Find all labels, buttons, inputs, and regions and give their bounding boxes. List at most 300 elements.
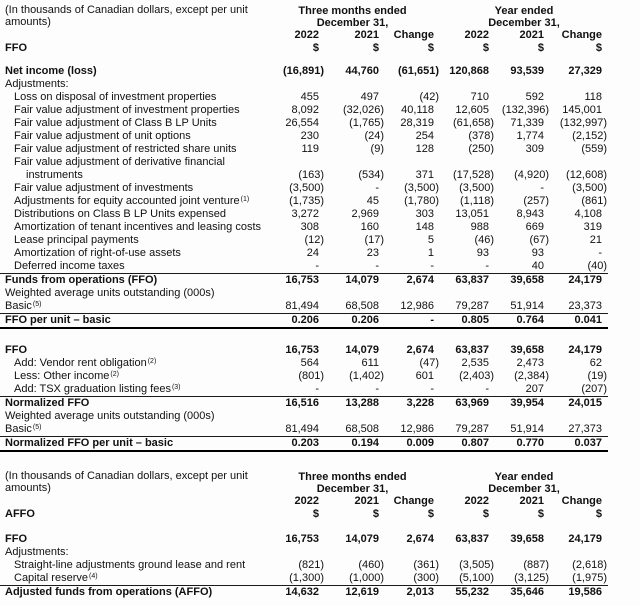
footnote-ref: (4) bbox=[88, 573, 98, 580]
cell-value: 79,287 bbox=[440, 300, 495, 314]
empty-cell bbox=[0, 495, 265, 508]
table-row bbox=[0, 65, 608, 78]
year-header: 2022 bbox=[294, 29, 319, 41]
currency-symbol: $ bbox=[537, 508, 544, 520]
cell-value: (67) bbox=[529, 234, 549, 246]
cell-value: 39,658 bbox=[510, 533, 544, 545]
cell-value: 63,837 bbox=[455, 533, 489, 545]
currency-symbol: $ bbox=[312, 42, 319, 54]
cell-value: 0.764 bbox=[495, 314, 550, 329]
year-header-row bbox=[0, 495, 608, 508]
table-row bbox=[0, 247, 608, 260]
year-header: Change bbox=[561, 495, 603, 507]
cell-value: 19,586 bbox=[568, 586, 603, 598]
cell-value bbox=[325, 78, 385, 91]
cell-value: 27,373 bbox=[550, 423, 608, 437]
cell-value: (207) bbox=[550, 383, 608, 397]
group-line2: December 31, bbox=[488, 483, 560, 495]
cell-value: - bbox=[265, 260, 325, 274]
cell-value bbox=[325, 156, 385, 169]
cell-value: (460) bbox=[358, 559, 384, 571]
table-row bbox=[0, 143, 608, 156]
year-header: 2021 bbox=[519, 495, 544, 507]
cell-value bbox=[325, 546, 385, 559]
row-label: Amortization of right-of-use assets bbox=[14, 247, 181, 259]
cell-value: 0.041 bbox=[550, 314, 608, 329]
cell-value: (257) bbox=[523, 195, 549, 207]
cell-value bbox=[385, 410, 440, 423]
table-row bbox=[0, 572, 608, 586]
cell-value: (3,500) bbox=[459, 182, 494, 194]
cell-value: 120,868 bbox=[449, 65, 489, 77]
group-line2: December 31, bbox=[488, 17, 560, 29]
cell-value: 39,658 bbox=[510, 274, 544, 286]
currency-symbol: $ bbox=[427, 42, 434, 54]
cell-value: (40) bbox=[550, 260, 608, 274]
table-row bbox=[0, 370, 608, 383]
col-group-three-months bbox=[265, 470, 440, 495]
row-label: Adjustments: bbox=[5, 546, 69, 558]
cell-value: (16,891) bbox=[283, 65, 324, 77]
cell-value: 0.206 bbox=[325, 314, 385, 329]
cell-value: (559) bbox=[581, 143, 608, 155]
cell-value: (3,500) bbox=[404, 182, 439, 194]
cell-value: (132,396) bbox=[501, 104, 549, 116]
cell-value: 0.805 bbox=[440, 314, 495, 329]
cell-value: (47) bbox=[419, 357, 439, 369]
cell-value: (3,125) bbox=[495, 572, 550, 586]
table-row bbox=[0, 130, 608, 143]
cell-value: (300) bbox=[385, 572, 440, 586]
cell-value: (9) bbox=[370, 143, 384, 155]
cell-value: 16,753 bbox=[285, 274, 319, 286]
table-row bbox=[0, 383, 608, 397]
cell-value: 68,508 bbox=[325, 423, 385, 437]
cell-value: - bbox=[385, 260, 440, 274]
footnote-ref: (2) bbox=[147, 358, 157, 365]
spacer bbox=[0, 55, 608, 65]
cell-value: (17,528) bbox=[453, 169, 494, 181]
row-label: Adjustments for equity accounted joint venture$^{(1)}$ bbox=[14, 195, 250, 207]
cell-value: - bbox=[440, 260, 495, 274]
cell-value: 308 bbox=[300, 221, 319, 233]
year-header: 2022 bbox=[464, 29, 489, 41]
cell-value: 16,753 bbox=[285, 344, 319, 356]
cell-value: 62 bbox=[589, 357, 603, 369]
cell-value bbox=[325, 287, 385, 300]
currency-symbol: $ bbox=[537, 42, 544, 54]
row-label: Lease principal payments bbox=[14, 234, 139, 246]
row-label: Funds from operations (FFO) bbox=[5, 274, 158, 286]
row-label: Distributions on Class B LP Units expensed bbox=[14, 208, 226, 220]
cell-value: 601 bbox=[415, 370, 434, 382]
cell-value bbox=[265, 78, 325, 91]
cell-value: - bbox=[325, 383, 385, 397]
cell-value: 24 bbox=[306, 247, 319, 259]
cell-value: 0.770 bbox=[495, 437, 550, 452]
group-line1: Year ended bbox=[494, 5, 554, 17]
cell-value bbox=[385, 287, 440, 300]
cell-value: 128 bbox=[415, 143, 434, 155]
row-label: Basic$^{(5)}$ bbox=[0, 300, 265, 314]
cell-value: (1,402) bbox=[349, 370, 384, 382]
affo-table bbox=[0, 470, 608, 599]
table-row bbox=[0, 287, 608, 300]
year-header: 2021 bbox=[354, 29, 379, 41]
cell-value bbox=[550, 410, 608, 423]
col-group-year-ended bbox=[440, 4, 608, 29]
cell-value: (61,651) bbox=[398, 65, 439, 77]
cell-value: (2,618) bbox=[572, 559, 608, 571]
cell-value: (3,500) bbox=[572, 182, 608, 194]
cell-value bbox=[495, 78, 550, 91]
unit-note: (In thousands of Canadian dollars, except per unit amounts) bbox=[5, 4, 248, 28]
row-label: Weighted average units outstanding (000s) bbox=[5, 287, 215, 299]
cell-value: 40,118 bbox=[401, 104, 434, 116]
cell-value bbox=[495, 156, 550, 169]
cell-value: 12,619 bbox=[345, 586, 379, 598]
table-row bbox=[0, 78, 608, 91]
group-line1: Three months ended bbox=[298, 471, 407, 483]
table-row bbox=[0, 357, 608, 370]
cell-value: (361) bbox=[413, 559, 439, 571]
year-header: 2021 bbox=[519, 29, 544, 41]
row-label: FFO bbox=[5, 344, 27, 356]
cell-value: (861) bbox=[581, 195, 608, 207]
year-header: 2021 bbox=[354, 495, 379, 507]
cell-value: 5 bbox=[427, 234, 434, 246]
cell-value: 81,494 bbox=[265, 300, 325, 314]
table-row bbox=[0, 182, 608, 195]
row-label: Fair value adjustment of Class B LP Units bbox=[14, 117, 217, 129]
cell-value: 39,658 bbox=[510, 344, 544, 356]
cell-value bbox=[325, 410, 385, 423]
currency-symbol: $ bbox=[372, 508, 379, 520]
section-label-affo: AFFO bbox=[5, 508, 35, 520]
cell-value bbox=[440, 410, 495, 423]
group-line2: December 31, bbox=[316, 17, 389, 29]
cell-value: (163) bbox=[298, 169, 324, 181]
cell-value: 12,605 bbox=[455, 104, 489, 116]
cell-value bbox=[440, 287, 495, 300]
cell-value bbox=[495, 287, 550, 300]
affo-table-body bbox=[0, 521, 608, 599]
table-row bbox=[0, 397, 608, 411]
cell-value bbox=[550, 78, 608, 91]
header-group-row bbox=[0, 4, 608, 29]
cell-value: (2,384) bbox=[514, 370, 549, 382]
row-label: Deferred income taxes bbox=[0, 260, 265, 274]
cell-value: (12,608) bbox=[566, 169, 608, 181]
cell-value bbox=[265, 410, 325, 423]
cell-value: 0.807 bbox=[440, 437, 495, 452]
table-row bbox=[0, 559, 608, 572]
cell-value bbox=[265, 546, 325, 559]
cell-value: 1,774 bbox=[516, 130, 544, 142]
cell-value: 14,079 bbox=[345, 533, 379, 545]
ffo-table bbox=[0, 4, 608, 452]
cell-value: (5,100) bbox=[440, 572, 495, 586]
cell-value: 55,232 bbox=[455, 586, 489, 598]
table-row bbox=[0, 156, 608, 169]
cell-value: 148 bbox=[415, 221, 434, 233]
cell-value: (24) bbox=[364, 130, 384, 142]
cell-value: 0.037 bbox=[550, 437, 608, 452]
cell-value: 1 bbox=[427, 247, 434, 259]
section-label-ffo: FFO bbox=[5, 42, 27, 54]
row-label: Fair value adjustment of unit options bbox=[14, 130, 191, 142]
cell-value: (61,658) bbox=[453, 117, 494, 129]
cell-value: 24,179 bbox=[568, 344, 603, 356]
cell-value: 592 bbox=[525, 91, 544, 103]
cell-value bbox=[440, 156, 495, 169]
cell-value: 14,079 bbox=[345, 344, 379, 356]
cell-value: - bbox=[598, 247, 603, 259]
cell-value: (42) bbox=[419, 91, 439, 103]
table-row bbox=[0, 221, 608, 234]
row-label: Fair value adjustment of investment properties bbox=[14, 104, 240, 116]
cell-value: 710 bbox=[470, 91, 489, 103]
cell-value: - bbox=[265, 383, 325, 397]
cell-value: (250) bbox=[468, 143, 494, 155]
table-row bbox=[0, 260, 608, 274]
cell-value: 16,753 bbox=[285, 533, 319, 545]
cell-value: 93 bbox=[476, 247, 489, 259]
cell-value: - bbox=[375, 182, 379, 194]
cell-value bbox=[265, 287, 325, 300]
cell-value: (46) bbox=[474, 234, 494, 246]
footnote-ref: (3) bbox=[171, 384, 181, 391]
row-label: Add: TSX graduation listing fees$^{(3)}$ bbox=[0, 383, 265, 397]
cell-value: 8,092 bbox=[291, 104, 319, 116]
cell-value bbox=[550, 287, 608, 300]
cell-value: - bbox=[385, 383, 440, 397]
cell-value bbox=[385, 546, 440, 559]
currency-row bbox=[0, 508, 608, 521]
cell-value: 28,319 bbox=[400, 117, 434, 129]
currency-symbol: $ bbox=[312, 508, 319, 520]
row-label: Capital reserve$^{(4)}$ bbox=[0, 572, 265, 586]
cell-value: (3,500) bbox=[289, 182, 324, 194]
cell-value: 207 bbox=[495, 383, 550, 397]
footnote-ref: (2) bbox=[110, 371, 119, 378]
cell-value: 160 bbox=[360, 221, 379, 233]
table-row bbox=[0, 274, 608, 288]
row-label: Fair value adjustment of derivative financial bbox=[14, 156, 225, 168]
row-label: Normalized FFO per unit – basic bbox=[0, 437, 265, 452]
currency-symbol: $ bbox=[482, 508, 489, 520]
year-header: 2022 bbox=[294, 495, 319, 507]
table-row bbox=[0, 195, 608, 208]
cell-value: (17) bbox=[364, 234, 384, 246]
cell-value: 497 bbox=[360, 91, 379, 103]
cell-value: (19) bbox=[587, 370, 608, 382]
table-row bbox=[0, 117, 608, 130]
row-label: Normalized FFO bbox=[5, 397, 90, 409]
table-row bbox=[0, 423, 608, 437]
cell-value: 68,508 bbox=[325, 300, 385, 314]
ffo-table-body bbox=[0, 55, 608, 451]
cell-value: 0.203 bbox=[265, 437, 325, 452]
cell-value: (32,026) bbox=[343, 104, 384, 116]
footnote-ref: (1) bbox=[240, 196, 250, 203]
empty-cell bbox=[0, 29, 265, 42]
cell-value: (1,735) bbox=[289, 195, 324, 207]
table-row bbox=[0, 546, 608, 559]
table-row bbox=[0, 533, 608, 546]
row-label: Add: Vendor rent obligation$^{(2)}$ bbox=[14, 357, 157, 369]
cell-value: 564 bbox=[300, 357, 319, 369]
cell-value: 35,646 bbox=[510, 586, 544, 598]
cell-value: 119 bbox=[301, 143, 319, 155]
row-label: Loss on disposal of investment properties bbox=[14, 91, 217, 103]
cell-value: 63,969 bbox=[455, 397, 489, 409]
cell-value: (1,118) bbox=[459, 195, 494, 207]
row-label: Weighted average units outstanding (000s) bbox=[5, 410, 215, 422]
cell-value: 145,001 bbox=[562, 104, 603, 116]
cell-value bbox=[440, 78, 495, 91]
table-row bbox=[0, 91, 608, 104]
cell-value bbox=[495, 410, 550, 423]
table-row bbox=[0, 208, 608, 221]
spacer-row bbox=[0, 521, 608, 533]
cell-value: (132,997) bbox=[559, 117, 608, 129]
cell-value: 63,837 bbox=[455, 274, 489, 286]
row-label: Adjusted funds from operations (AFFO) bbox=[5, 586, 213, 598]
cell-value bbox=[495, 546, 550, 559]
cell-value: 4,108 bbox=[574, 208, 603, 220]
cell-value: 40 bbox=[495, 260, 550, 274]
cell-value: 3,272 bbox=[291, 208, 319, 220]
cell-value: 2,473 bbox=[516, 357, 544, 369]
row-label: Less: Other income$^{(2)}$ bbox=[14, 370, 119, 382]
cell-value: (821) bbox=[298, 559, 324, 571]
spacer bbox=[0, 328, 608, 344]
unit-note: (In thousands of Canadian dollars, except per unit amounts) bbox=[5, 470, 248, 494]
footnote-ref: (5) bbox=[32, 301, 42, 308]
cell-value: 319 bbox=[583, 221, 603, 233]
cell-value bbox=[265, 156, 325, 169]
cell-value: (534) bbox=[358, 169, 384, 181]
cell-value: 3,228 bbox=[406, 397, 434, 409]
currency-symbol: $ bbox=[427, 508, 434, 520]
cell-value: (1,765) bbox=[349, 117, 384, 129]
cell-value: - bbox=[385, 314, 440, 329]
cell-value: 669 bbox=[525, 221, 544, 233]
cell-value: 2,674 bbox=[406, 533, 434, 545]
cell-value: 16,516 bbox=[285, 397, 319, 409]
table-row bbox=[0, 410, 608, 423]
cell-value: 23,373 bbox=[550, 300, 608, 314]
cell-value: 12,986 bbox=[385, 423, 440, 437]
cell-value: 303 bbox=[415, 208, 434, 220]
year-header: Change bbox=[561, 29, 603, 41]
row-label: Amortization of tenant incentives and leasing costs bbox=[14, 221, 262, 233]
cell-value: 118 bbox=[584, 91, 603, 103]
cell-value bbox=[440, 546, 495, 559]
table-row bbox=[0, 104, 608, 117]
cell-value: 254 bbox=[415, 130, 434, 142]
cell-value: 988 bbox=[470, 221, 489, 233]
currency-symbol: $ bbox=[372, 42, 379, 54]
cell-value: (1,300) bbox=[265, 572, 325, 586]
spacer-row bbox=[0, 328, 608, 344]
year-header: Change bbox=[393, 495, 434, 507]
cell-value: 0.206 bbox=[265, 314, 325, 329]
cell-value: (1,000) bbox=[325, 572, 385, 586]
cell-value: (4,920) bbox=[514, 169, 549, 181]
col-group-year-ended bbox=[440, 470, 608, 495]
cell-value: 13,288 bbox=[345, 397, 379, 409]
cell-value: 455 bbox=[300, 91, 319, 103]
cell-value: (887) bbox=[523, 559, 549, 571]
cell-value: 13,051 bbox=[455, 208, 489, 220]
cell-value: 63,837 bbox=[455, 344, 489, 356]
currency-symbol: $ bbox=[595, 42, 603, 54]
row-label: FFO bbox=[5, 533, 27, 545]
cell-value: 93,539 bbox=[510, 65, 544, 77]
cell-value: - bbox=[440, 383, 495, 397]
cell-value: 27,329 bbox=[568, 65, 603, 77]
cell-value: 2,969 bbox=[351, 208, 379, 220]
cell-value: 51,914 bbox=[495, 300, 550, 314]
cell-value: 44,760 bbox=[345, 65, 379, 77]
group-line1: Three months ended bbox=[298, 5, 407, 17]
cell-value: (378) bbox=[468, 130, 494, 142]
cell-value: 611 bbox=[361, 357, 379, 369]
cell-value: 371 bbox=[415, 169, 434, 181]
cell-value: 2,535 bbox=[461, 357, 489, 369]
cell-value: - bbox=[540, 182, 544, 194]
cell-value bbox=[550, 156, 608, 169]
table-row bbox=[0, 169, 608, 182]
cell-value: (2,403) bbox=[459, 370, 494, 382]
table-row bbox=[0, 344, 608, 357]
group-line1: Year ended bbox=[494, 471, 554, 483]
cell-value: (801) bbox=[298, 370, 324, 382]
cell-value: 8,943 bbox=[516, 208, 544, 220]
cell-value: 93 bbox=[531, 247, 544, 259]
row-label: Net income (loss) bbox=[5, 65, 97, 77]
year-header-row bbox=[0, 29, 608, 42]
cell-value: 26,554 bbox=[285, 117, 319, 129]
cell-value: 24,179 bbox=[568, 274, 603, 286]
row-label: Fair value adjustment of investments bbox=[14, 182, 194, 194]
currency-symbol: $ bbox=[595, 508, 603, 520]
table-row bbox=[0, 300, 608, 314]
year-header: 2022 bbox=[464, 495, 489, 507]
table-row bbox=[0, 586, 608, 600]
row-label: Basic$^{(5)}$ bbox=[0, 423, 265, 437]
header-group-row bbox=[0, 470, 608, 495]
cell-value: (1,975) bbox=[550, 572, 608, 586]
table-row bbox=[0, 437, 608, 452]
row-label: Adjustments: bbox=[5, 78, 69, 90]
cell-value: 12,986 bbox=[385, 300, 440, 314]
cell-value: 309 bbox=[525, 143, 544, 155]
cell-value: 24,179 bbox=[568, 533, 603, 545]
cell-value: - bbox=[325, 260, 385, 274]
row-label: instruments bbox=[26, 169, 83, 181]
footnote-ref: (5) bbox=[32, 424, 42, 431]
cell-value: 0.194 bbox=[325, 437, 385, 452]
row-label: Fair value adjustment of restricted share units bbox=[14, 143, 237, 155]
cell-value: (12) bbox=[304, 234, 324, 246]
cell-value: 14,079 bbox=[345, 274, 379, 286]
currency-row bbox=[0, 42, 608, 55]
cell-value: 23 bbox=[366, 247, 379, 259]
cell-value: 21 bbox=[589, 234, 603, 246]
